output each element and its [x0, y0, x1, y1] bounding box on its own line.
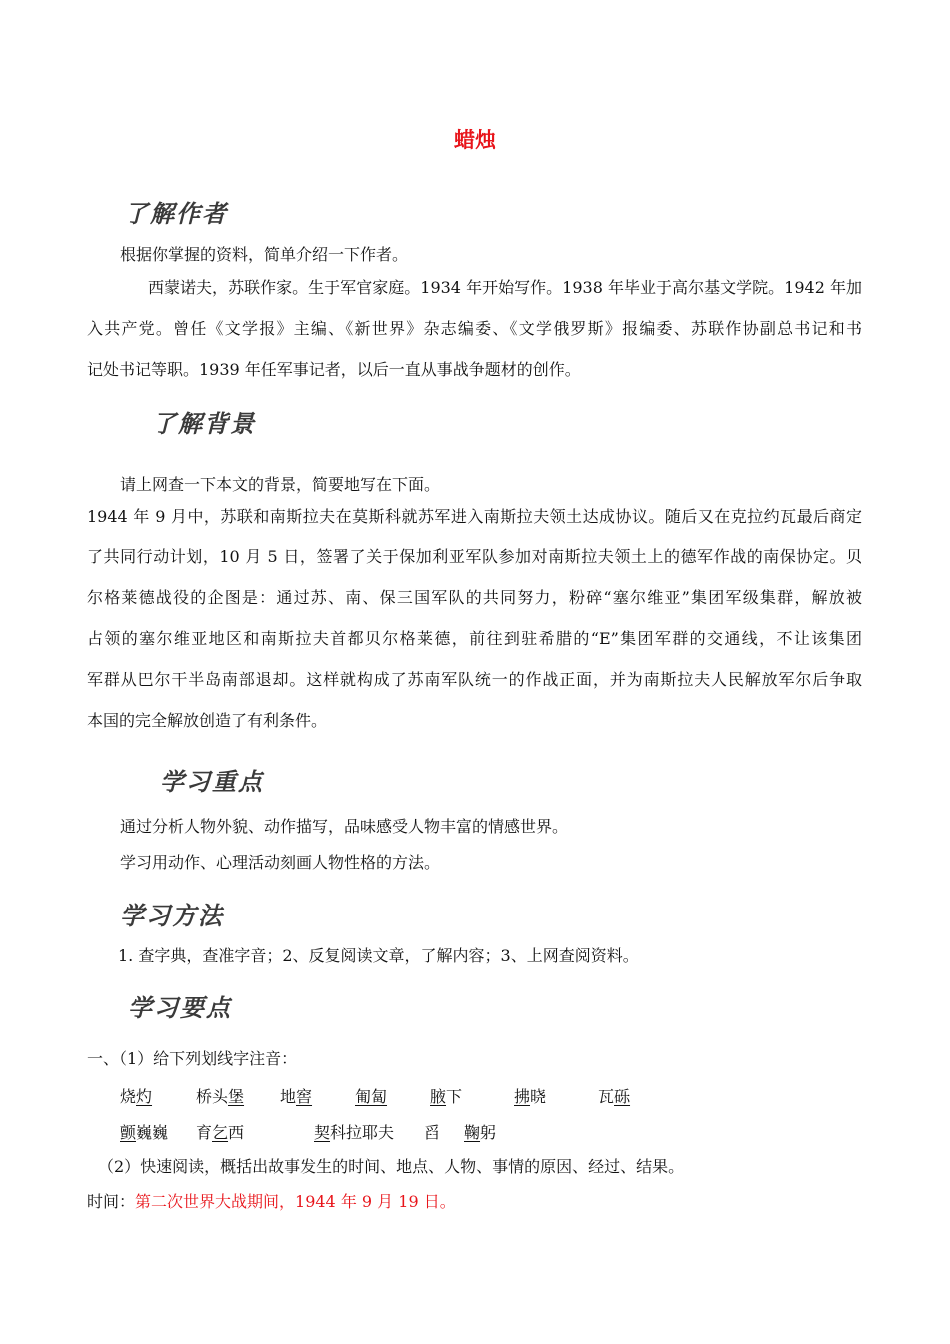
section-heading-focus: 学习重点 — [160, 768, 264, 796]
focus-line-2: 学习用动作、心理活动刻画人物性格的方法。 — [120, 853, 441, 872]
page-title: 蜡烛 — [454, 128, 496, 152]
answer-time-label: 时间： — [87, 1192, 136, 1211]
author-line-3: 记处书记等职。1939 年任军事记者，以后一直从事战争题材的创作。 — [87, 360, 581, 379]
vocab-word: 舀 — [424, 1123, 441, 1142]
background-prompt: 请上网查一下本文的背景，简要地写在下面。 — [120, 475, 441, 494]
background-line-5: 军群从巴尔干半岛南部退却。这样就构成了苏南军队统一的作战正面，并为南斯拉夫人民解放军尔后争取 — [87, 670, 862, 689]
underlined-char: 窖 — [296, 1087, 313, 1106]
answer-time — [87, 1192, 456, 1212]
background-line-4: 占领的塞尔维亚地区和南斯拉夫首都贝尔格莱德，前往到驻希腊的“E”集团军群的交通线，不让该集团 — [87, 629, 862, 648]
vocab-word: 腋下 — [430, 1087, 463, 1106]
author-prompt: 根据你掌握的资料，简单介绍一下作者。 — [120, 245, 409, 264]
vocab-word: 拂晓 — [514, 1087, 547, 1106]
section-heading-author: 了解作者 — [124, 200, 228, 228]
underlined-char: 堡 — [228, 1087, 245, 1106]
background-line-1: 1944 年 9 月中，苏联和南斯拉夫在莫斯科就苏军进入南斯拉夫领土达成协议。随后又在克拉约瓦最后商定 — [87, 507, 862, 526]
section-heading-method: 学习方法 — [120, 902, 224, 930]
vocab-word: 瓦砾 — [598, 1087, 631, 1106]
author-line-1: 西蒙诺夫，苏联作家。生于军官家庭。1934 年开始写作。1938 年毕业于高尔基文学院。1942 年加 — [148, 278, 862, 297]
background-line-3: 尔格莱德战役的企图是：通过苏、南、保三国军队的共同努力，粉碎“塞尔维亚”集团军级集群，解放被 — [87, 588, 862, 607]
focus-line-1: 通过分析人物外貌、动作描写，品味感受人物丰富的情感世界。 — [120, 817, 569, 836]
underlined-char: 乞 — [212, 1123, 229, 1142]
underlined-char: 匍匐 — [355, 1087, 388, 1106]
vocab-word: 烧灼 — [120, 1087, 153, 1106]
background-line-6: 本国的完全解放创造了有利条件。 — [87, 711, 328, 730]
vocab-word: 地窖 — [280, 1087, 313, 1106]
underlined-char: 拂 — [514, 1087, 531, 1106]
section-heading-background: 了解背景 — [152, 410, 256, 438]
underlined-char: 契 — [314, 1123, 331, 1142]
underlined-char: 鞠 — [464, 1123, 481, 1142]
answer-time-value: 第二次世界大战期间，1944 年 9 月 19 日。 — [135, 1192, 456, 1211]
underlined-char: 腋 — [430, 1087, 447, 1106]
underlined-char: 颤 — [120, 1123, 137, 1142]
section-heading-points: 学习要点 — [128, 994, 232, 1022]
vocab-word: 契科拉耶夫 — [314, 1123, 395, 1142]
vocab-word — [355, 1084, 387, 1107]
underlined-char: 灼 — [136, 1087, 153, 1106]
vocab-word: 桥头堡 — [196, 1087, 245, 1106]
method-line: 1. 查字典，查准字音；2、反复阅读文章，了解内容；3、上网查阅资料。 — [118, 946, 639, 965]
vocab-word: 颤巍巍 — [120, 1123, 169, 1142]
author-line-2: 入共产党。曾任《文学报》主编、《新世界》杂志编委、《文学俄罗斯》报编委、苏联作协副总书记和书 — [87, 319, 862, 338]
vocab-word: 鞠躬 — [464, 1123, 497, 1142]
points-question-1: 一、（1）给下列划线字注音： — [87, 1049, 298, 1068]
vocab-word: 育乞西 — [196, 1123, 245, 1142]
underlined-char: 砾 — [614, 1087, 631, 1106]
background-line-2: 了共同行动计划，10 月 5 日，签署了关于保加利亚军队参加对南斯拉夫领土上的德军作战的南保协定。贝 — [87, 547, 862, 566]
points-question-2: （2）快速阅读，概括出故事发生的时间、地点、人物、事情的原因、经过、结果。 — [98, 1157, 685, 1176]
